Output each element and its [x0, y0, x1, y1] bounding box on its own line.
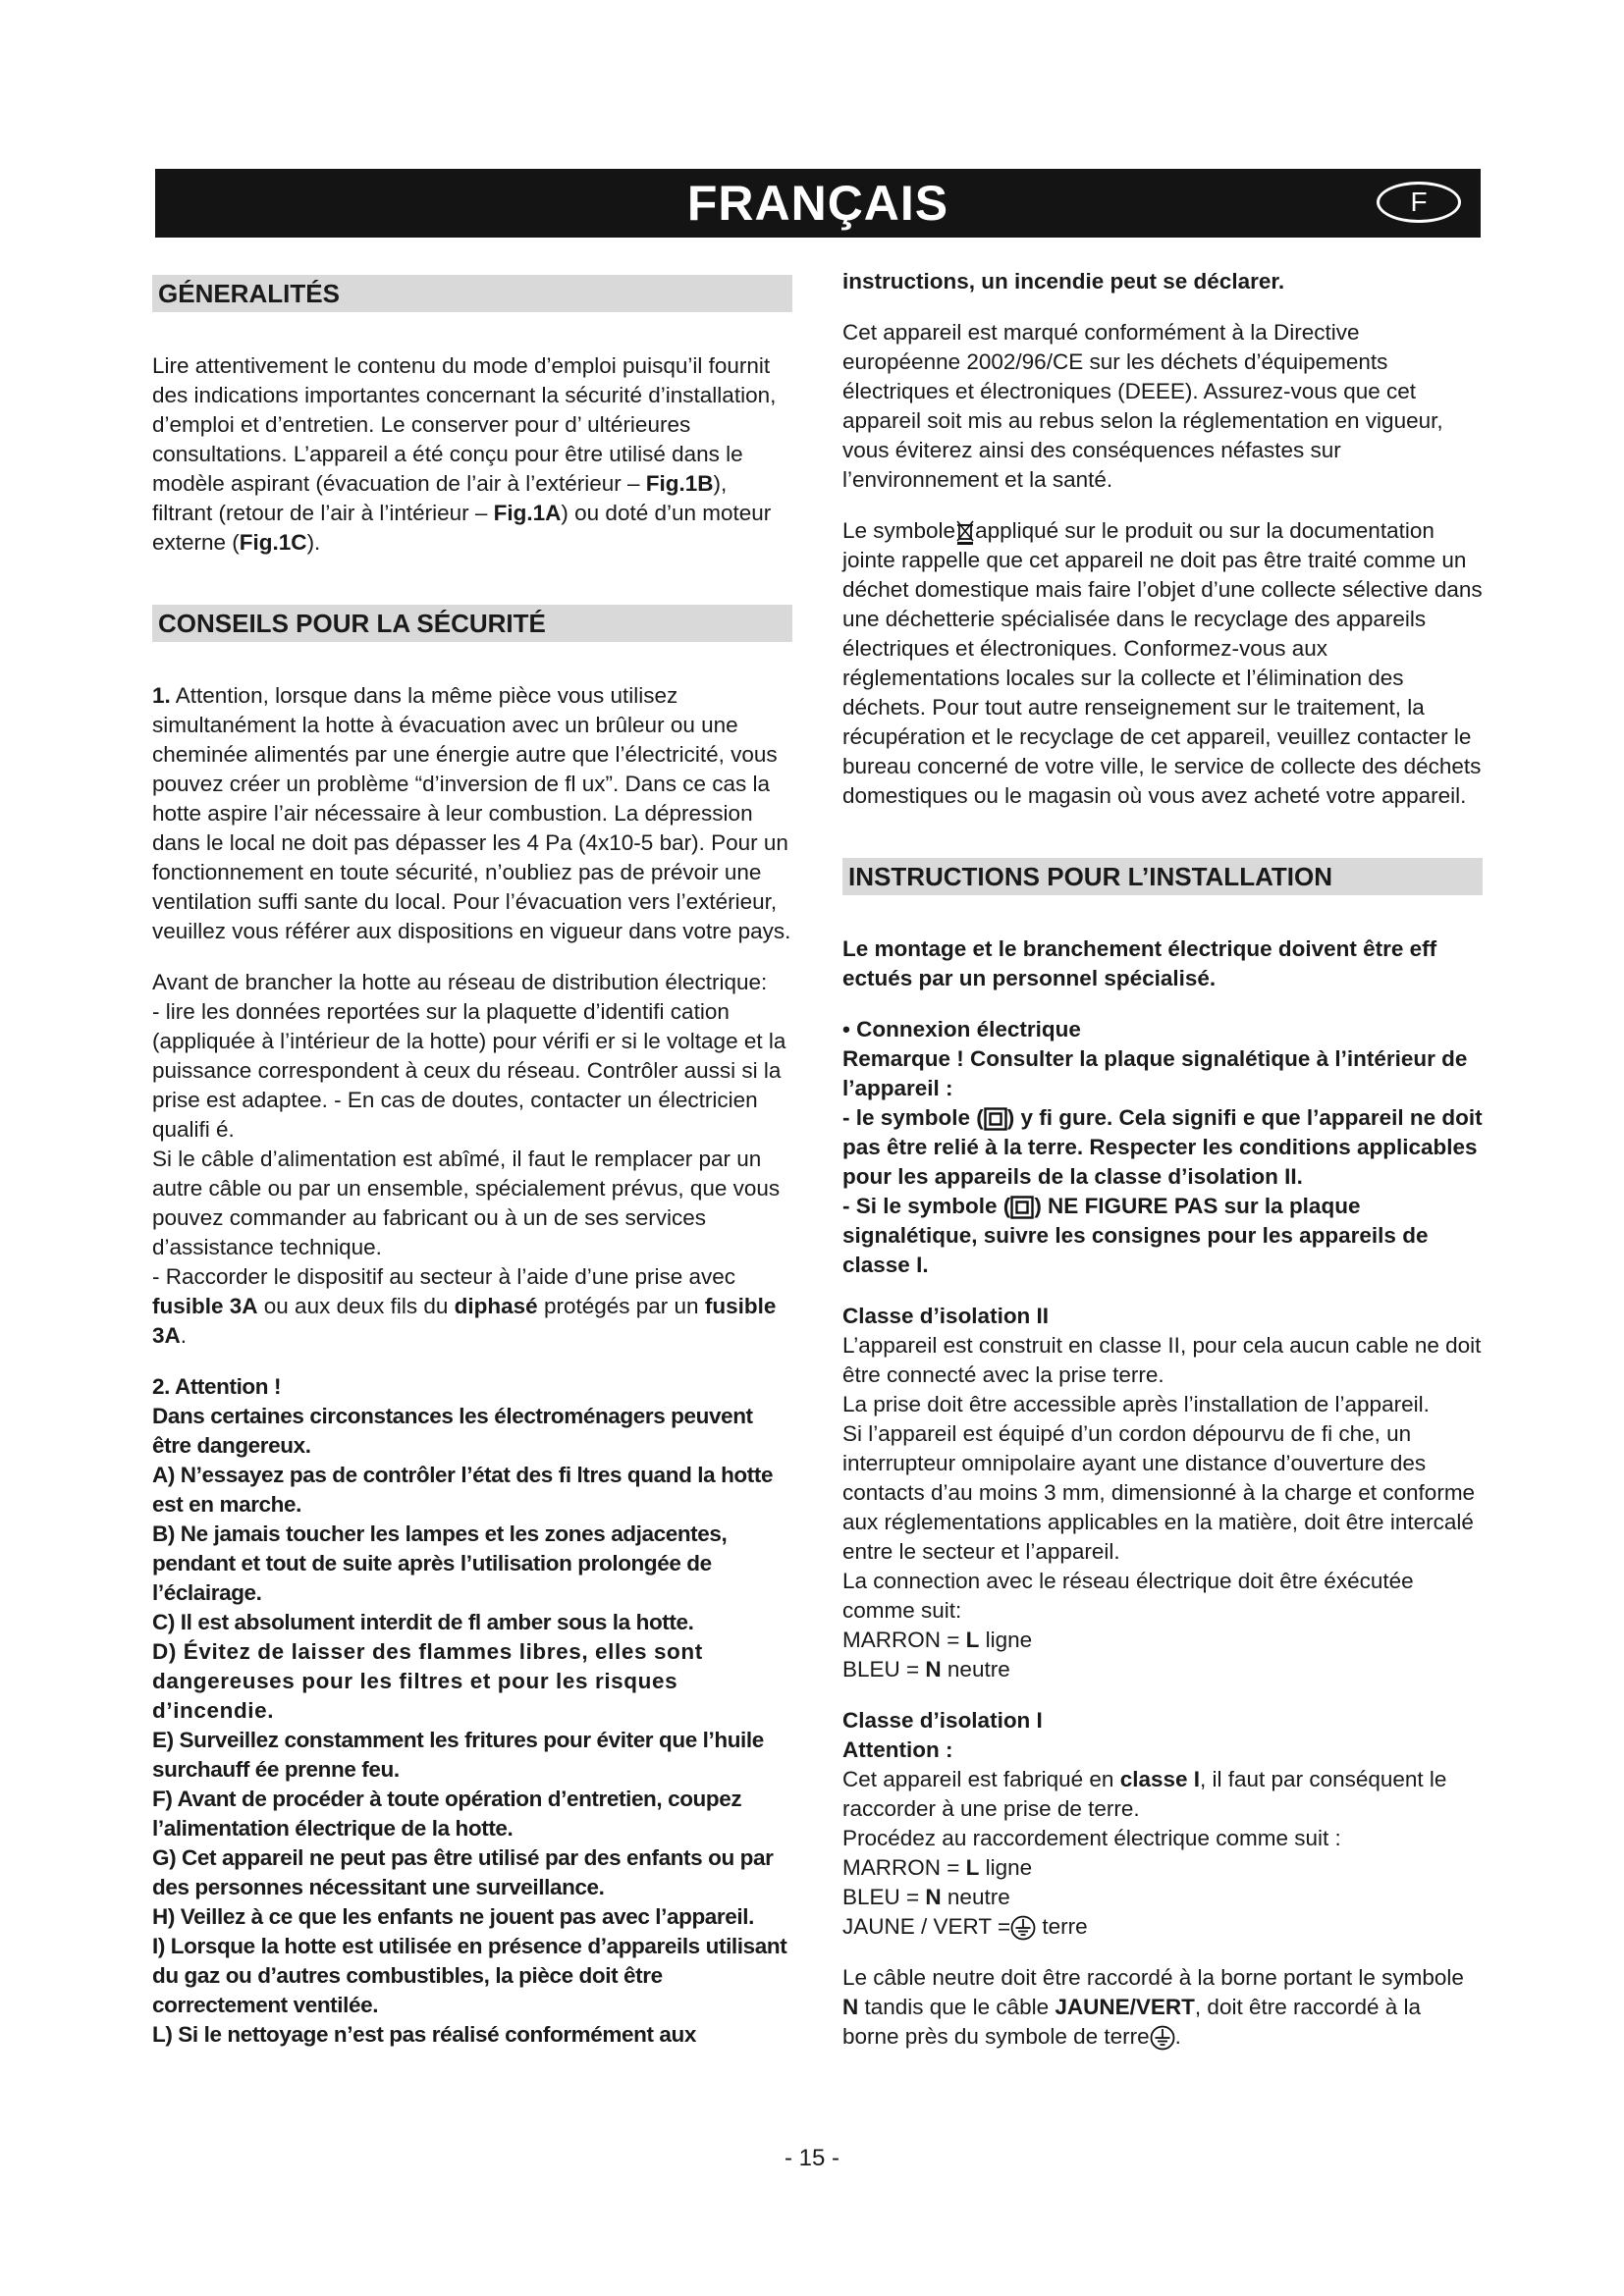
classe-ii-p1: L’appareil est construit en classe II, pour cela aucun cable ne doit être connecté avec la prise terre. — [842, 1333, 1482, 1387]
classe-ii-p2: La prise doit être accessible après l’installation de l’appareil. — [842, 1392, 1430, 1416]
classe-i-title: Classe d’isolation I — [842, 1708, 1043, 1733]
classe-ii-p4: La connection avec le réseau électrique doit être éxécutée comme suit: — [842, 1569, 1414, 1623]
section-heading-installation: INSTRUCTIONS POUR L’INSTALLATION — [842, 858, 1483, 895]
attention-item-c: C) Il est absolument interdit de fl amber sous la hotte. — [152, 1610, 694, 1634]
remarque-paragraph: Remarque ! Consulter la plaque signalétique à l’intérieur de l’appareil : — [842, 1046, 1468, 1100]
symbole-paragraph: Le symbole appliqué sur le produit ou sur la documentation jointe rappelle que cet appareil ne doit pas être traité comme un déchet domestique mais faire l’objet d’une collecte sélective dans une déchetterie spécialisée dans le recyclage des appareils électriques et électroniques. Conformez-vous aux réglementations locales sur la collecte et l’élimination des déchets. Pour tout autre renseignement sur le traitement, la récupération et le recyclage de cet appareil, veuillez contacter le bureau concerné de votre ville, le service de collecte des déchets domestiques ou le magasin où vous avez acheté votre appareil. — [842, 518, 1483, 808]
attention-item-g: G) Cet appareil ne peut pas être utilisé par des enfants ou par des personnes nécessitant une surveillance. — [152, 1845, 774, 1899]
classe-i-attention: Attention : — [842, 1737, 953, 1762]
attention-1-paragraph: 1. Attention, lorsque dans la même pièce vous utilisez simultanément la hotte à évacuation avec un brûleur ou une cheminée alimentés par une énergie autre que l’électricité, vous pouvez créer un problème “d’inversion de fl ux”. Dans ce cas la hotte aspire l’air nécessaire à leur combustion. La dépression dans le local ne doit pas dépasser les 4 Pa (4x10-5 bar). Pour un fonctionnement en toute sécurité, n’oubliez pas de prévoir une ventilation suffi sante du local. Pour l’évacuation vers l’extérieur, veuillez vous référer aux dispositions en vigueur dans votre pays. — [152, 683, 791, 943]
page-number: - 15 - — [784, 2145, 839, 2171]
right-column — [842, 267, 1483, 2052]
cable-paragraph: Si le câble d’alimentation est abîmé, il faut le remplacer par un autre câble ou par un ensemble, spécialement prévus, que vous pouvez commander au fabricant ou à un de ses services d’assistance technique. — [152, 1147, 781, 1259]
classe-i-p1: Cet appareil est fabriqué en classe I, il faut par conséquent le raccorder à une prise de terre. — [842, 1767, 1447, 1821]
section-heading-securite: CONSEILS POUR LA SÉCURITÉ — [152, 605, 792, 642]
attention-2-list — [152, 1372, 792, 2050]
language-banner — [155, 169, 1481, 238]
classe-ii-title: Classe d’isolation II — [842, 1304, 1050, 1328]
attention-item-a: A) N’essayez pas de contrôler l’état des fi ltres quand la hotte est en marche. — [152, 1463, 774, 1517]
generalites-paragraph: Lire attentivement le contenu du mode d’emploi puisqu’il fournit des indications importantes concernant la sécurité d’installation, d’emploi et d’entretien. Le conserver pour d’ ultérieures consultations. L’appareil a été conçu pour être utilisé dans le modèle aspirant (évacuation de l’air à l’extérieur – Fig.1B), filtrant (retour de l’air à l’intérieur – Fig.1A) ou doté d’un moteur externe (Fig.1C). — [152, 353, 777, 555]
classe-ii-bleu: BLEU = N neutre — [842, 1657, 1010, 1682]
double-insulation-icon — [984, 1107, 1007, 1131]
ground-icon — [1010, 1915, 1036, 1941]
attention-item-h: H) Veillez à ce que les enfants ne jouent pas avec l’appareil. — [152, 1904, 754, 1929]
connexion-title: • Connexion électrique — [842, 1017, 1081, 1041]
attention-item-e: E) Surveillez constamment les fritures pour éviter que l’huile surchauff ée prenne feu. — [152, 1728, 764, 1782]
symbol-present-paragraph: - le symbole ( ) y fi gure. Cela signifi e que l’appareil ne doit pas être relié à la terre. Respecter les conditions applicables pour les appareils de la classe d’isolation II. — [842, 1105, 1483, 1189]
section-heading-generalites: GÉNERALITÉS — [152, 275, 792, 312]
language-badge: F — [1377, 182, 1461, 223]
classe-ii-p3: Si l’appareil est équipé d’un cordon dépourvu de fi che, un interrupteur omnipolaire ayant une distance d’ouverture des contacts d’au moins 3 mm, dimensionné à la charge et conforme aux réglementations applicables en la matière, doit être intercalé entre le secteur et l’appareil. — [842, 1421, 1476, 1564]
classe-ii-marron: MARRON = L ligne — [842, 1628, 1033, 1652]
deee-paragraph: Cet appareil est marqué conformément à la Directive européenne 2002/96/CE sur les déchets d’équipements électriques et électroniques (DEEE). Assurez-vous que cet appareil soit mis au rebus selon la réglementation en vigueur, vous éviterez ainsi des conséquences néfastes sur l’environnement et la santé. — [842, 320, 1443, 492]
raccorder-paragraph: - Raccorder le dispositif au secteur à l’aide d’une prise avec fusible 3A ou aux deux fils du diphasé protégés par un fusible 3A. — [152, 1264, 777, 1348]
connexion-block — [842, 1015, 1483, 1280]
classe-i-marron: MARRON = L ligne — [842, 1855, 1033, 1880]
attention-item-b: B) Ne jamais toucher les lampes et les zones adjacentes, pendant et tout de suite après l’utilisation prolongée de l’éclairage. — [152, 1522, 728, 1605]
continued-text: instructions, un incendie peut se déclarer. — [842, 269, 1285, 294]
attention-2-title: 2. Attention ! — [152, 1374, 282, 1399]
classe-i-p2: Procédez au raccordement électrique comme suit : — [842, 1826, 1341, 1850]
neutre-paragraph: Le câble neutre doit être raccordé à la borne portant le symbole N tandis que le câble JAUNE/VERT, doit être raccordé à la borne près du symbole de terre . — [842, 1963, 1483, 2052]
attention-item-i: I) Lorsque la hotte est utilisée en présence d’appareils utilisant du gaz ou d’autres combustibles, la pièce doit être correctement ventilée. — [152, 1934, 787, 2017]
classe-i-bleu: BLEU = N neutre — [842, 1885, 1010, 1909]
montage-paragraph: Le montage et le branchement électrique doivent être eff ectués par un personnel spécialisé. — [842, 936, 1437, 990]
classe-i-jaune-vert: JAUNE / VERT = terre — [842, 1912, 1483, 1942]
attention-2-intro: Dans certaines circonstances les électroménagers peuvent être dangereux. — [152, 1404, 753, 1458]
lire-paragraph: - lire les données reportées sur la plaquette d’identifi cation (appliquée à l’intérieur de la hotte) pour vérifi er si le voltage et la puissance correspondent à ceux du réseau. Contrôler aussi si la prise est adaptee. - En cas de doutes, contacter un électricien qualifi é. — [152, 999, 786, 1142]
crossed-bin-icon — [955, 519, 975, 545]
avant-paragraph: Avant de brancher la hotte au réseau de distribution électrique: — [152, 970, 768, 994]
attention-item-l: L) Si le nettoyage n’est pas réalisé conformément aux — [152, 2022, 696, 2047]
attention-item-d: D) Évitez de laisser des flammes libres, elles sont dangereuses pour les filtres et pour les risques d’incendie. — [152, 1639, 703, 1723]
page-title: FRANÇAIS — [686, 176, 949, 231]
left-column — [152, 275, 792, 2050]
ground-icon — [1150, 2025, 1175, 2051]
double-insulation-icon — [1010, 1196, 1034, 1219]
attention-item-f: F) Avant de procéder à toute opération d’entretien, coupez l’alimentation électrique de la hotte. — [152, 1787, 742, 1841]
symbol-absent-paragraph: - Si le symbole ( ) NE FIGURE PAS sur la plaque signalétique, suivre les consignes pour les appareils de classe I. — [842, 1194, 1429, 1277]
